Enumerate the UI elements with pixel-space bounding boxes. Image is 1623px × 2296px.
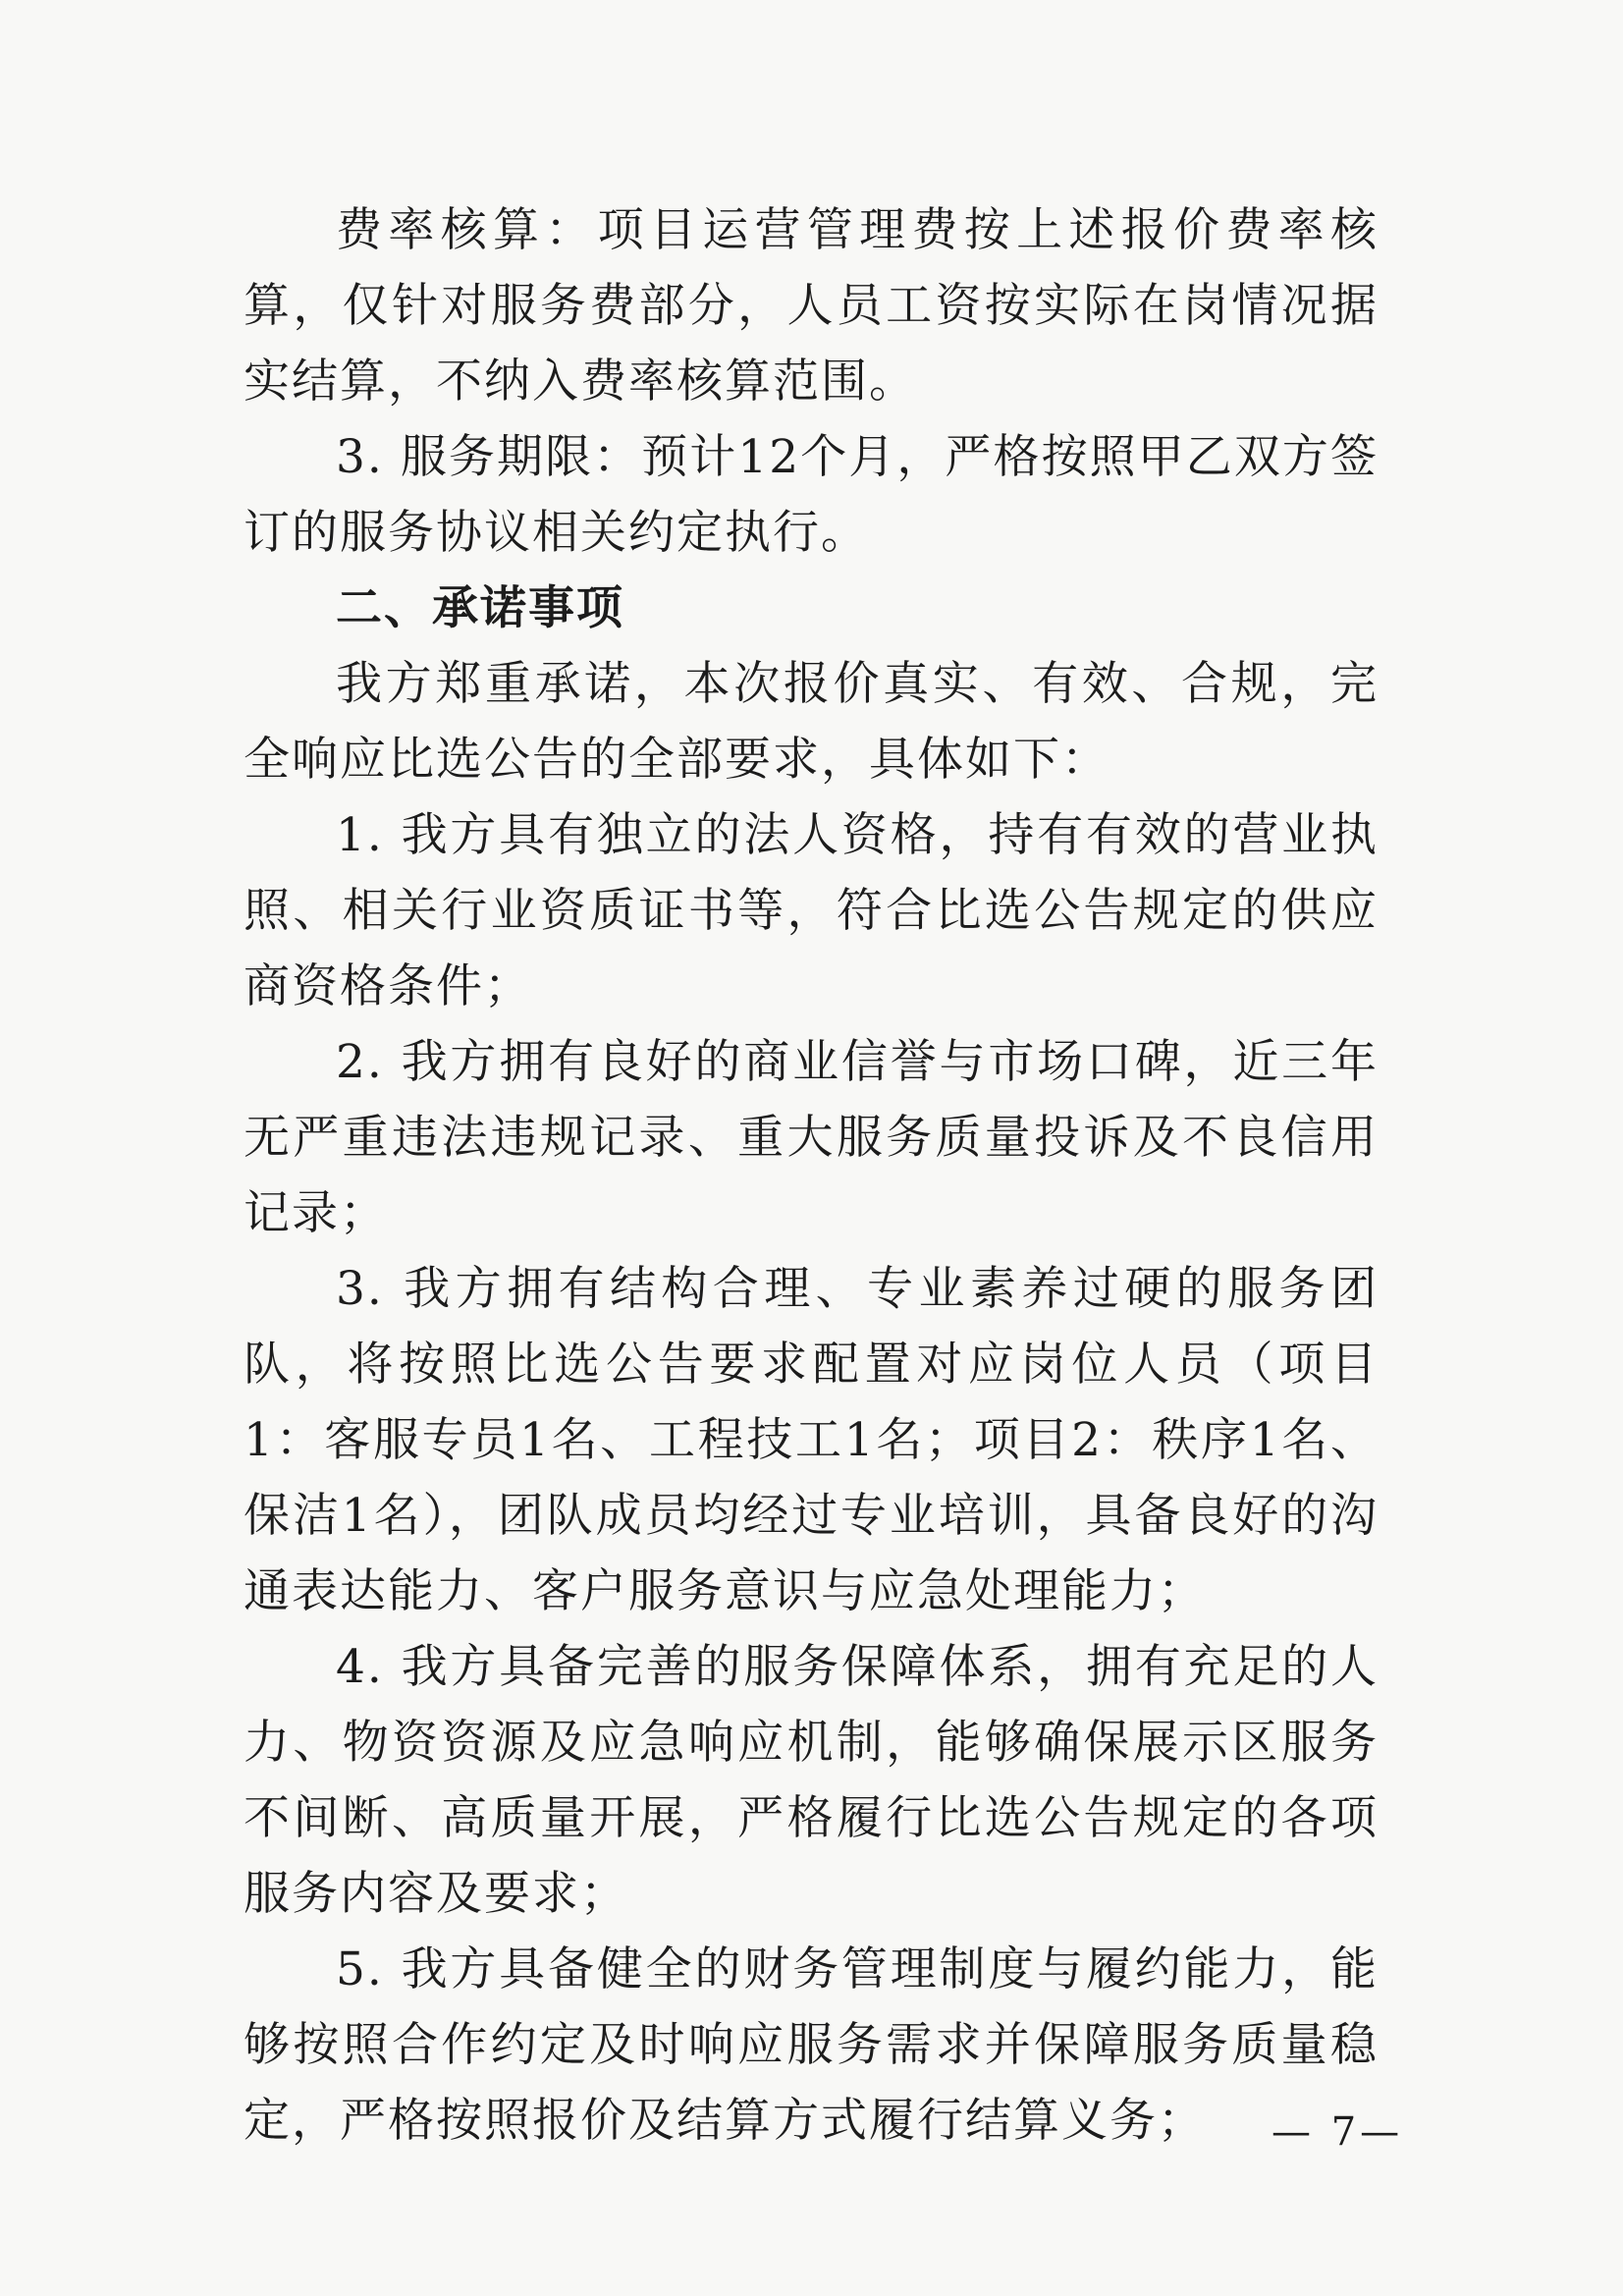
paragraph-commitment-3: 3. 我方拥有结构合理、专业素养过硬的服务团队，将按照比选公告要求配置对应岗位人员（项目1：客服专员1名、工程技工1名；项目2：秩序1名、保洁1名），团队成员均经过专业培训，具备良好的沟通表达能力、客户服务意识与应急处理能力； bbox=[243, 1262, 1379, 1618]
page-number: — 7— bbox=[1271, 2109, 1404, 2155]
paragraph-commitment-4: 4. 我方具备完善的服务保障体系，拥有充足的人力、物资资源及应急响应机制，能够确保展示区服务不间断、高质量开展，严格履行比选公告规定的各项服务内容及要求； bbox=[243, 1640, 1379, 1921]
document-body bbox=[243, 192, 1379, 2159]
paragraph-commitment-1: 1. 我方具有独立的法人资格，持有有效的营业执照、相关行业资质证书等，符合比选公告规定的供应商资格条件； bbox=[243, 808, 1379, 1013]
paragraph-commitment-5: 5. 我方具备健全的财务管理制度与履约能力，能够按照合作约定及时响应服务需求并保障服务质量稳定，严格按照报价及结算方式履行结算义务； bbox=[243, 1942, 1379, 2148]
paragraph-commitment-2: 2. 我方拥有良好的商业信誉与市场口碑，近三年无严重违法违规记录、重大服务质量投诉及不良信用记录； bbox=[243, 1035, 1379, 1240]
paragraph-commitment-intro: 我方郑重承诺，本次报价真实、有效、合规，完全响应比选公告的全部要求，具体如下： bbox=[243, 657, 1379, 787]
paragraph-service-term: 3. 服务期限：预计12个月，严格按照甲乙双方签订的服务协议相关约定执行。 bbox=[243, 430, 1379, 560]
section-heading-commitments: 二、承诺事项 bbox=[336, 581, 624, 635]
paragraph-fee-accounting: 费率核算：项目运营管理费按上述报价费率核算，仅针对服务费部分，人员工资按实际在岗情况据实结算，不纳入费率核算范围。 bbox=[243, 203, 1379, 409]
